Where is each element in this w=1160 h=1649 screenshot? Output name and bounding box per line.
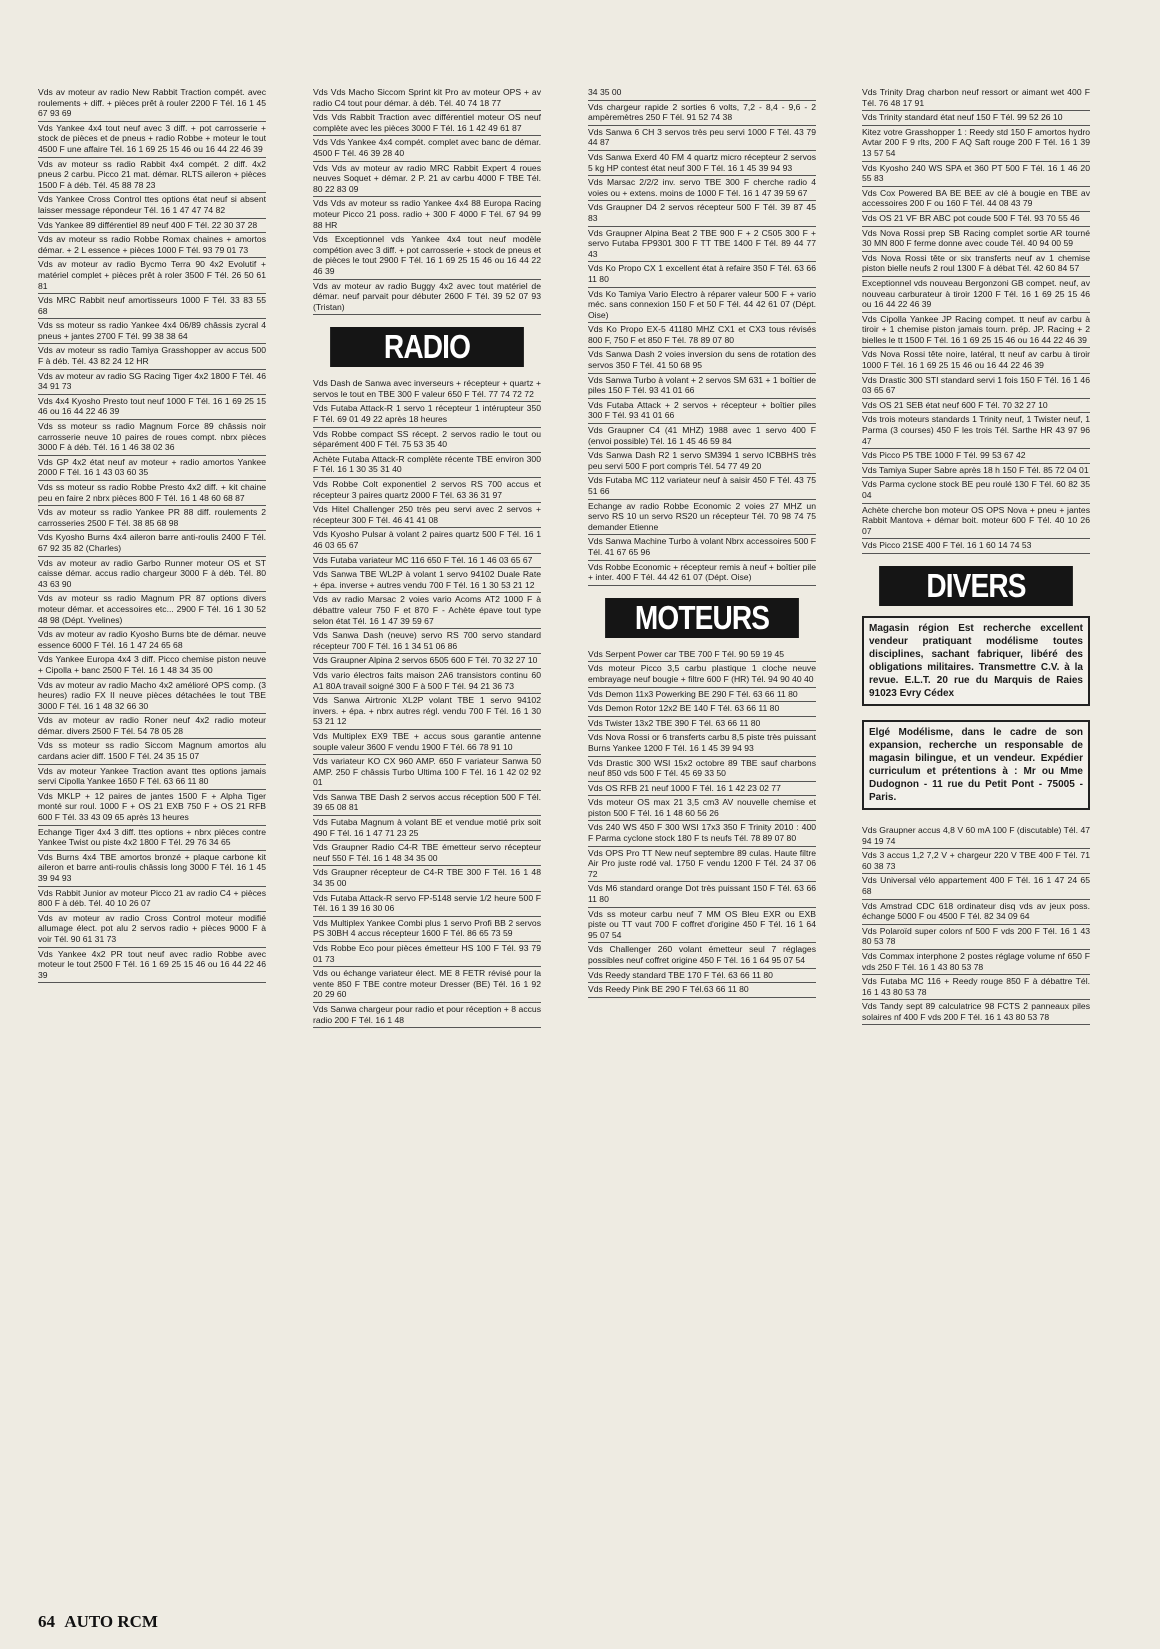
- classified-ad: Vds Futaba Attack + 2 servos + récepteur + boîtier piles 300 F Tél. 93 41 01 66: [588, 399, 816, 424]
- classified-ad: Vds Cox Powered BA BE BEE av clé à bougie en TBE av accessoires 200 F ou 160 F Tél. 44 08 43 79: [862, 187, 1090, 212]
- page-number: 64: [38, 1612, 55, 1631]
- classified-ad: Vds Reedy standard TBE 170 F Tél. 63 66 11 80: [588, 969, 816, 984]
- classified-ad: Vds Yankee 89 différentiel 89 neuf 400 F Tél. 22 30 37 28: [38, 219, 266, 234]
- classified-ad: Vds Robbe Eco pour pièces émetteur HS 100 F Tél. 93 79 01 73: [313, 942, 541, 967]
- classified-ad: Vds trois moteurs standards 1 Trinity neuf, 1 Twister neuf, 1 Parma (3 courses) 450 F les trois Tél. Sarthe HR 43 97 96 47: [862, 413, 1090, 449]
- classified-ad: Vds Challenger 260 volant émetteur seul 7 réglages possibles neuf coffret origine 450 F Tél. 16 1 64 95 07 54: [588, 943, 816, 968]
- classified-ad: Vds Sanwa Dash R2 1 servo SM394 1 servo ICBBHS très peu servi 500 F port compris Tél. 54 77 49 20: [588, 449, 816, 474]
- classified-ad: Vds Commax interphone 2 postes réglage volume nf 650 F vds 250 F Tél. 16 1 43 80 53 78: [862, 950, 1090, 975]
- classified-ad: Vds av radio Marsac 2 voies vario Acoms AT2 1000 F à débattre valeur 750 F et 870 F - Achète épave tout type selon état Tél. 16 1 47 39 59 67: [313, 593, 541, 629]
- classified-ad: Vds M6 standard orange Dot très puissant 150 F Tél. 63 66 11 80: [588, 882, 816, 907]
- magazine-title: AUTO RCM: [64, 1612, 158, 1631]
- classified-ad: Vds Graupner accus 4,8 V 60 mA 100 F (discutable) Tél. 47 94 19 74: [862, 824, 1090, 849]
- classified-ad: Vds Robbe compact SS récept. 2 servos radio le tout ou séparément 400 F Tél. 75 53 35 40: [313, 428, 541, 453]
- classified-ad: Vds MRC Rabbit neuf amortisseurs 1000 F Tél. 33 83 55 68: [38, 294, 266, 319]
- classified-ad: Echange Tiger 4x4 3 diff. ttes options + nbrx pièces contre Yankee Twist ou piste 4x2 1800 F Tél. 29 76 34 65: [38, 826, 266, 851]
- classified-ad: Vds Nova Rossi prep SB Racing complet sortie AR tourné 30 MN 800 F ferme donne avec coude Tél. 40 94 00 59: [862, 227, 1090, 252]
- classified-ad: Vds Universal vélo appartement 400 F Tél. 16 1 47 24 65 68: [862, 874, 1090, 899]
- page-footer: [38, 1612, 158, 1632]
- classified-ad: Vds Nova Rossi or 6 transferts carbu 8,5 piste très puissant Burns Yankee 1200 F Tél. 16 1 45 39 94 93: [588, 731, 816, 756]
- classified-ad: Vds Picco P5 TBE 1000 F Tél. 99 53 67 42: [862, 449, 1090, 464]
- column-3: [588, 86, 816, 998]
- classified-ad: Vds Graupner C4 (41 MHZ) 1988 avec 1 servo 400 F (envoi possible) Tél. 16 1 45 46 59 84: [588, 424, 816, 449]
- classified-ad: Vds Futaba Magnum à volant BE et vendue motié prix soit 490 F Tél. 16 1 47 71 23 25: [313, 816, 541, 841]
- classified-ad: 34 35 00: [588, 86, 816, 101]
- classified-ad: Vds Ko Tamiya Vario Electro à réparer valeur 500 F + vario méc. sans connexion 150 F et 50 F Tél. 44 42 61 07 (Dépt. Oise): [588, 288, 816, 324]
- classified-ad: Vds Vds Yankee 4x4 compét. complet avec banc de démar. 4500 F Tél. 46 39 28 40: [313, 136, 541, 161]
- classified-ad: Vds Sanwa Dash (neuve) servo RS 700 servo standard récepteur 700 F Tél. 16 1 34 51 06 86: [313, 629, 541, 654]
- classified-ad: Vds moteur OS max 21 3,5 cm3 AV nouvelle chemise et piston 500 F Tél. 16 1 48 60 56 26: [588, 796, 816, 821]
- classified-ad: Vds av moteur av radio Cross Control moteur modifié allumage élect. pot alu 2 servos radio + pièces 9000 F à voir Tél. 90 61 31 73: [38, 912, 266, 948]
- classified-ad: Vds av moteur av radio Roner neuf 4x2 radio moteur démar. divers 2500 F Tél. 54 78 05 28: [38, 714, 266, 739]
- classified-ad: Vds chargeur rapide 2 sorties 6 volts, 7,2 - 8,4 - 9,6 - 2 ampèremètres 250 F Tél. 91 52 74 38: [588, 101, 816, 126]
- classified-ad: Vds Graupner Alpina Beat 2 TBE 900 F + 2 C505 300 F + servo Futaba FP9301 300 F TT TBE 1400 F Tél. 89 44 77 43: [588, 227, 816, 263]
- classified-ad: Vds Sanwa TBE WL2P à volant 1 servo 94102 Duale Rate + épa. inverse + autres vendu 700 F Tél. 16 1 30 53 21 12: [313, 568, 541, 593]
- classified-ad: Vds variateur KO CX 960 AMP. 650 F variateur Sanwa 50 AMP. 250 F châssis Turbo Ultima 100 F Tél. 16 1 42 02 92 01: [313, 755, 541, 791]
- classified-ad: Vds OS 21 SEB état neuf 600 F Tél. 70 32 27 10: [862, 399, 1090, 414]
- classified-ad: Vds Robbe Economic + récepteur remis à neuf + boîtier pile + inter. 400 F Tél. 44 42 61 07 (Dépt. Oise): [588, 561, 816, 586]
- classified-ad: Vds av moteur av radio Garbo Runner moteur OS et ST caisse démar. accus radio chargeur 3000 F à déb. Tél. 80 43 63 90: [38, 557, 266, 593]
- classified-ad: Vds Hitel Challenger 250 très peu servi avec 2 servos + récepteur 300 F Tél. 46 41 41 08: [313, 503, 541, 528]
- classified-ad: Vds Cipolla Yankee JP Racing compet. tt neuf av carbu à tiroir + 1 chemise piston jamais tourn. prép. JP. Racing + 2 bielles le tt 1500 F Tél. 16 1 69 25 15 46 ou 16 44 22 46 39: [862, 313, 1090, 349]
- classified-ad: Vds Exceptionnel vds Yankee 4x4 tout neuf modèle compétion avec 3 diff. + pot carrosserie + stock de pneus et de pièces le tout 2900 F Tél. 16 1 69 25 15 46 ou 16 44 22 46 39: [313, 233, 541, 279]
- classified-ad: Vds Robbe Colt exponentiel 2 servos RS 700 accus et récepteur 3 paires quartz 2000 F Tél. 63 36 31 97: [313, 478, 541, 503]
- classified-ad: Vds Drastic 300 WSI 15x2 octobre 89 TBE sauf charbons neuf 850 vds 500 F Tél. 45 69 33 50: [588, 757, 816, 782]
- classified-ad: Vds Yankee 4x2 PR tout neuf avec radio Robbe avec moteur le tout 2500 F Tél. 16 1 69 25 15 46 ou 16 44 22 46 39: [38, 948, 266, 984]
- classified-ad: Exceptionnel vds nouveau Bergonzoni GB compet. neuf, av nouveau carburateur à tiroir 1200 F Tél. 16 1 69 25 15 46 ou 16 44 22 46 39: [862, 277, 1090, 313]
- classified-ad: Achète Futaba Attack-R complète récente TBE environ 300 F Tél. 16 1 30 35 31 40: [313, 453, 541, 478]
- classified-ad: Vds Futaba variateur MC 116 650 F Tél. 16 1 46 03 65 67: [313, 554, 541, 569]
- classified-ad: Vds Sanwa Dash 2 voies inversion du sens de rotation des servos 350 F Tél. 41 50 68 95: [588, 348, 816, 373]
- classified-ad: Vds Serpent Power car TBE 700 F Tél. 90 59 19 45: [588, 648, 816, 663]
- classified-ad: Vds Amstrad CDC 618 ordinateur disq vds av jeux poss. échange 5000 F ou 4500 F Tél. 82 34 09 64: [862, 900, 1090, 925]
- classified-ad: Vds 3 accus 1,2 7,2 V + chargeur 220 V TBE 400 F Tél. 71 60 38 73: [862, 849, 1090, 874]
- classified-ad: Vds Kyosho 240 WS SPA et 360 PT 500 F Tél. 16 1 46 20 55 83: [862, 162, 1090, 187]
- classified-ad: Vds OS 21 VF BR ABC pot coude 500 F Tél. 93 70 55 46: [862, 212, 1090, 227]
- classified-ad: Vds Tandy sept 89 calculatrice 98 FCTS 2 panneaux piles solaires nf 400 F vds 200 F Tél. 16 1 43 80 53 78: [862, 1000, 1090, 1025]
- classified-ad: Vds ou échange variateur élect. ME 8 FETR révisé pour la vente 850 F TBE contre moteur Dresser (BE) Tél. 16 1 92 20 29 60: [313, 967, 541, 1003]
- classified-ad: Vds 4x4 Kyosho Presto tout neuf 1000 F Tél. 16 1 69 25 15 46 ou 16 44 22 46 39: [38, 395, 266, 420]
- classified-ad: Vds Trinity Drag charbon neuf ressort or aimant wet 400 F Tél. 76 48 17 91: [862, 86, 1090, 111]
- classified-ad: Echange av radio Robbe Economic 2 voies 27 MHZ un servo RS 10 un servo RS20 un récepteur Tél. 70 98 74 75 demander Etienne: [588, 500, 816, 536]
- classified-ad: Vds Vds Rabbit Traction avec différentiel moteur OS neuf complète avec les pièces 3000 F Tél. 16 1 42 49 61 87: [313, 111, 541, 136]
- classified-ad: Vds Multiplex EX9 TBE + accus sous garantie antenne souple valeur 3600 F vendu 1900 F Tél. 66 78 91 10: [313, 730, 541, 755]
- classified-ad: Vds av moteur av radio Buggy 4x2 avec tout matériel de démar. neuf parvait pour débuter 2600 F Tél. 39 52 07 93 (Tristan): [313, 280, 541, 316]
- classified-ad: Vds Multiplex Yankee Combi plus 1 servo Profi BB 2 servos PS 30BH 4 accus récepteur 1600 F Tél. 86 65 73 59: [313, 917, 541, 942]
- classified-ad: Vds Futaba Attack-R 1 servo 1 récepteur 1 intérupteur 350 F Tél. 69 01 49 22 après 18 heures: [313, 402, 541, 427]
- classified-ad: Vds Parma cyclone stock BE peu roulé 130 F Tél. 60 82 35 04: [862, 478, 1090, 503]
- classified-ad: Vds Tamiya Super Sabre après 18 h 150 F Tél. 85 72 04 01: [862, 464, 1090, 479]
- classified-ad: Vds OS RFB 21 neuf 1000 F Tél. 16 1 42 23 02 77: [588, 782, 816, 797]
- classified-ad: Vds Vds Macho Siccom Sprint kit Pro av moteur OPS + av radio C4 tout pour démar. à déb. Tél. 40 74 18 77: [313, 86, 541, 111]
- classified-ad: Vds Graupner Alpina 2 servos 6505 600 F Tél. 70 32 27 10: [313, 654, 541, 669]
- classified-ad: Vds Futaba MC 116 + Reedy rouge 850 F à débattre Tél. 16 1 43 80 53 78: [862, 975, 1090, 1000]
- classified-ad: Vds av moteur av radio SG Racing Tiger 4x2 1800 F Tél. 46 34 91 73: [38, 370, 266, 395]
- column-1: [38, 86, 266, 983]
- classified-ad: Vds Futaba Attack-R servo FP-5148 servie 1/2 heure 500 F Tél. 16 1 39 16 30 06: [313, 892, 541, 917]
- classified-ad: Vds Sanwa Turbo à volant + 2 servos SM 631 + 1 boîtier de piles 150 F Tél. 93 41 01 66: [588, 374, 816, 399]
- section-heading-moteurs: MOTEURS: [605, 598, 799, 638]
- section-heading-radio: RADIO: [330, 327, 524, 367]
- classified-ad: Vds Ko Propo CX 1 excellent état à refaire 350 F Tél. 63 66 11 80: [588, 262, 816, 287]
- classified-ad: Vds Yankee Europa 4x4 3 diff. Picco chemise piston neuve + Cipolla + banc 2500 F Tél. 16 1 48 34 35 00: [38, 653, 266, 678]
- classified-ad: Vds ss moteur ss radio Robbe Presto 4x2 diff. + kit chaine peu en faire 2 nbrx pièces 800 F Tél. 16 1 48 60 68 87: [38, 481, 266, 506]
- classified-ad: Vds Polaroïd super colors nf 500 F vds 200 F Tél. 16 1 43 80 53 78: [862, 925, 1090, 950]
- column-2: [313, 86, 541, 1028]
- classified-ad: Vds Demon Rotor 12x2 BE 140 F Tél. 63 66 11 80: [588, 702, 816, 717]
- classified-ad: Achète cherche bon moteur OS OPS Nova + pneu + jantes Rabbit Mantova + démar boit. moteur 600 F Tél. 40 10 26 07: [862, 504, 1090, 540]
- classified-ad: Vds Twister 13x2 TBE 390 F Tél. 63 66 11 80: [588, 717, 816, 732]
- classified-ad: Vds Sanwa Exerd 40 FM 4 quartz micro récepteur 2 servos 5 kg HP contest état neuf 300 F Tél. 16 1 45 39 94 93: [588, 151, 816, 176]
- classified-ad: Kitez votre Grasshopper 1 : Reedy std 150 F amortos hydro Avtar 200 F 9 rlts, 200 F AQ Saft rouge 200 F Tél. 16 1 39 13 57 54: [862, 126, 1090, 162]
- classified-ad: Vds Drastic 300 STI standard servi 1 fois 150 F Tél. 16 1 46 03 65 67: [862, 374, 1090, 399]
- classified-ad: Vds Graupner récepteur de C4-R TBE 300 F Tél. 16 1 48 34 35 00: [313, 866, 541, 891]
- classified-ad: Vds Kyosho Burns 4x4 aileron barre anti-roulis 2400 F Tél. 67 92 35 82 (Charles): [38, 531, 266, 556]
- classified-ad: Vds av moteur av radio Bycmo Terra 90 4x2 Evolutif + matériel complet + pièces prêt à roler 3500 F Tél. 26 50 61 81: [38, 258, 266, 294]
- classified-ad: Vds Vds av moteur ss radio Yankee 4x4 88 Europa Racing moteur Picco 21 poss. radio + 300 F 4000 F Tél. 67 94 99 88 HR: [313, 197, 541, 233]
- classified-ad: Vds Nova Rossi tête noire, latéral, tt neuf av carbu à tiroir 1000 F Tél. 16 1 69 25 15 46 ou 16 44 22 46 39: [862, 348, 1090, 373]
- section-heading-divers: DIVERS: [879, 566, 1073, 606]
- boxed-announcement: Magasin région Est recherche excellent vendeur pratiquant modélisme toutes disciplines, sachant fabriquer, libéré des obligations militaires. Transmettre C.V. à la revue. E.L.T. 20 rue du Marquis de Raies 91023 Evry Cédex: [862, 616, 1090, 706]
- classified-ad: Vds av moteur av radio New Rabbit Traction compét. avec roulements + diff. + pièces prêt à rouler 2200 F Tél. 16 1 45 67 93 69: [38, 86, 266, 122]
- classified-ad: Vds vario électros faits maison 2A6 transistors continu 60 A1 80A travail soigné 300 F à 500 F Tél. 94 21 36 73: [313, 669, 541, 694]
- classified-ad: Vds GP 4x2 état neuf av moteur + radio amortos Yankee 2000 F Tél. 16 1 43 03 60 35: [38, 456, 266, 481]
- classified-ad: Vds Sanwa 6 CH 3 servos très peu servi 1000 F Tél. 43 79 44 87: [588, 126, 816, 151]
- classified-ad: Vds Marsac 2/2/2 inv. servo TBE 300 F cherche radio 4 voies ou + extens. moins de 1000 F Tél. 16 1 47 39 59 67: [588, 176, 816, 201]
- classified-ad: Vds Trinity standard état neuf 150 F Tél. 99 52 26 10: [862, 111, 1090, 126]
- classified-ad: Vds Kyosho Pulsar à volant 2 paires quartz 500 F Tél. 16 1 46 03 65 67: [313, 528, 541, 553]
- classified-ad: Vds av moteur av radio Macho 4x2 amélioré OPS comp. (3 heures) radio FX II neuve pièces détachées le tout TBE 3000 F Tél. 16 1 48 32 66 30: [38, 679, 266, 715]
- classified-ad: Vds ss moteur ss radio Siccom Magnum amortos alu cardans acier diff. 1500 F Tél. 24 35 15 07: [38, 739, 266, 764]
- classified-ad: Vds av moteur ss radio Rabbit 4x4 compét. 2 diff. 4x2 pneus 2 carbu. Picco 21 mat. démar. RLTS aileron + pièces 1500 F à déb. Tél. 45 88 78 23: [38, 158, 266, 194]
- classified-ad: Vds av moteur ss radio Magnum PR 87 options divers moteur démar. et accessoires etc... 2900 F Tél. 16 1 30 52 48 98 (Dépt. Yvelines): [38, 592, 266, 628]
- classified-ad: Vds Vds av moteur av radio MRC Rabbit Expert 4 roues neuves Soquet + démar. 2 P. 21 av carbu 4000 F TBE Tél. 80 22 83 09: [313, 162, 541, 198]
- classified-ad: Vds Yankee 4x4 tout neuf avec 3 diff. + pot carrosserie + stock de pièces et de pneus + radio Robbe + moteur le tout 4500 F une affaire Tél. 16 1 69 25 15 46 ou 16 44 22 46 39: [38, 122, 266, 158]
- classified-ad: Vds Yankee Cross Control ttes options état neuf si absent laisser message répondeur Tél. 16 1 47 47 74 82: [38, 193, 266, 218]
- classified-ad: Vds av moteur av radio Kyosho Burns bte de démar. neuve essence 6000 F Tél. 16 1 47 24 65 68: [38, 628, 266, 653]
- classified-ad: Vds MKLP + 12 paires de jantes 1500 F + Alpha Tiger monté sur roul. 1000 F + OS 21 EXB 750 F + OS 21 RFB 600 F Tél. 33 43 09 65 après 13 heures: [38, 790, 266, 826]
- classified-ad: Vds Graupner D4 2 servos récepteur 500 F Tél. 39 87 45 83: [588, 201, 816, 226]
- classified-ad: Vds Ko Propo EX-5 41180 MHZ CX1 et CX3 tous révisés 800 F, 750 F et 850 F Tél. 78 89 07 80: [588, 323, 816, 348]
- classified-ad: Vds Demon 11x3 Powerking BE 290 F Tél. 63 66 11 80: [588, 688, 816, 703]
- classified-ad: Vds Reedy Pink BE 290 F Tél.63 66 11 80: [588, 983, 816, 998]
- classified-ad: Vds Sanwa TBE Dash 2 servos accus réception 500 F Tél. 39 65 08 81: [313, 791, 541, 816]
- classified-ad: Vds 240 WS 450 F 300 WSI 17x3 350 F Trinity 2010 : 400 F Parma cyclone stock 180 F ts neufs Tél. 78 89 07 80: [588, 821, 816, 846]
- classified-ad: Vds OPS Pro TT New neuf septembre 89 culas. Haute filtre Air Pro juste rodé val. 1750 F vendu 1200 F Tél. 24 37 06 72: [588, 847, 816, 883]
- classified-ad: Vds av moteur ss radio Yankee PR 88 diff. roulements 2 carrosseries 2500 F Tél. 38 85 68 98: [38, 506, 266, 531]
- classified-ad: Vds Sanwa Airtronic XL2P volant TBE 1 servo 94102 invers. + épa. + nbrx autres régl. vendu 700 F Tél. 16 1 30 53 21 12: [313, 694, 541, 730]
- classified-ad: Vds Nova Rossi tête or six transferts neuf av 1 chemise piston bielle neufs 2 roul 1300 F à débat Tél. 42 60 84 57: [862, 252, 1090, 277]
- classified-ad: Vds moteur Picco 3,5 carbu plastique 1 cloche neuve embrayage neuf bougie + filtre 600 F (HR) Tél. 94 90 40 40: [588, 662, 816, 687]
- classified-ad: Vds Burns 4x4 TBE amortos bronzé + plaque carbone kit aileron et barre anti-roulis châssis long 3000 F Tél. 16 1 45 39 94 93: [38, 851, 266, 887]
- classified-ad: Vds av moteur Yankee Traction avant ttes options jamais servi Cipolla Yankee 1650 F Tél. 63 66 11 80: [38, 765, 266, 790]
- classified-ad: Vds av moteur ss radio Tamiya Grasshopper av accus 500 F à déb. Tél. 43 82 24 12 HR: [38, 344, 266, 369]
- classified-ad: Vds Sanwa Machine Turbo à volant Nbrx accessoires 500 F Tél. 41 67 65 96: [588, 535, 816, 560]
- classified-ad: Vds ss moteur ss radio Yankee 4x4 06/89 châssis zycral 4 pneus + jantes 2700 F Tél. 99 38 38 64: [38, 319, 266, 344]
- classified-ad: Vds Rabbit Junior av moteur Picco 21 av radio C4 + pièces 800 F à déb. Tél. 40 10 26 07: [38, 887, 266, 912]
- classified-ad: Vds av moteur ss radio Robbe Romax chaines + amortos démar. + 2 L essence + pièces 1000 F Tél. 93 79 01 73: [38, 233, 266, 258]
- classified-ad: Vds Dash de Sanwa avec inverseurs + récepteur + quartz + servos le tout en TBE 300 F valeur 650 F Tél. 77 74 72 72: [313, 377, 541, 402]
- classified-ad: Vds Picco 21SE 400 F Tél. 16 1 60 14 74 53: [862, 539, 1090, 554]
- classified-ad: Vds Graupner Radio C4-R TBE émetteur servo récepteur neuf 550 F Tél. 16 1 48 34 35 00: [313, 841, 541, 866]
- classified-ad: Vds ss moteur ss radio Magnum Force 89 châssis noir carrosserie neuve 10 paires de roues compt. nbrx pièces 3000 F à déb. Tél. 16 1 46 38 02 36: [38, 420, 266, 456]
- boxed-announcement: Elgé Modélisme, dans le cadre de son expansion, recherche un responsable de magasin bilingue, et un vendeur. Expédier curriculum et prétentions à : Mr ou Mme Dudognon - 11 rue du Petit Pont - 75005 - Paris.: [862, 720, 1090, 810]
- classified-ad: Vds ss moteur carbu neuf 7 MM OS Bleu EXR ou EXB piste ou TT vaut 700 F coffret d'origine 450 F Tél. 16 1 64 95 07 54: [588, 908, 816, 944]
- classified-ad: Vds Futaba MC 112 variateur neuf à saisir 450 F Tél. 43 75 51 66: [588, 474, 816, 499]
- column-4: [862, 86, 1090, 1025]
- classified-ad: Vds Sanwa chargeur pour radio et pour réception + 8 accus radio 200 F Tél. 16 1 48: [313, 1003, 541, 1028]
